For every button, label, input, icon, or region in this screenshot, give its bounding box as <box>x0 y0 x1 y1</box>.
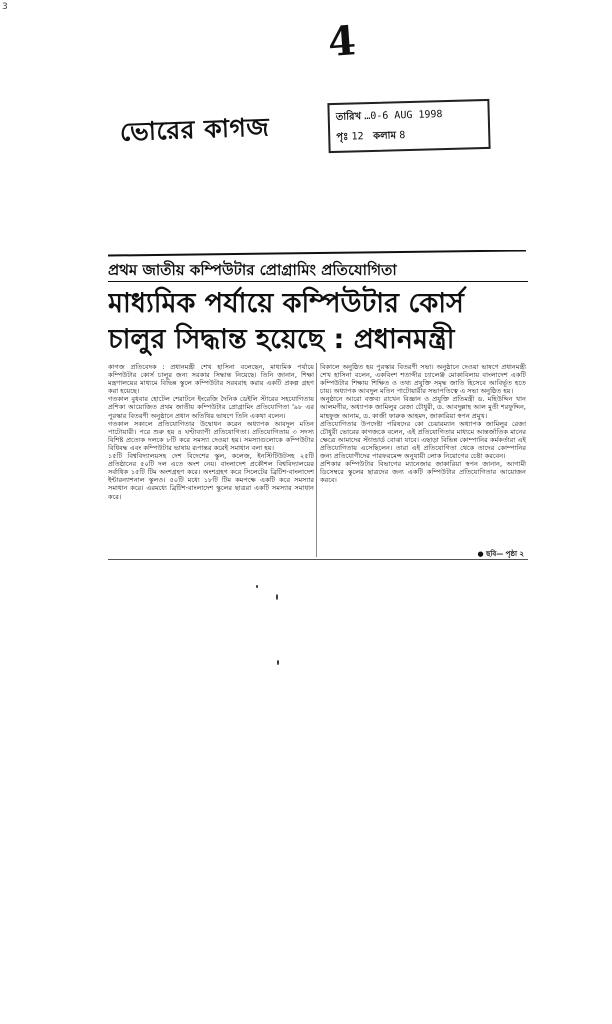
paragraph: ১৫টি বিশ্ববিদ্যালয়সহ দেশ বিদেশের স্কুল, কলেজ, ইনস্টিটিউটসহ ২৫টি প্রতিষ্ঠানের ৫০টি দল এতে অংশ নেয়। বাংলাদেশ প্রকৌশল বিশ্ববিদ্যালয়ের সর্বাধিক ১৫টি টিম অংশগ্রহণ করে। অংশগ্রহণ করে সিলেটের ব্রিটিশ-বাংলাদেশ ইন্টারন্যাশনাল স্কুলও। ৫০টি মধ্যে ১৮টি টিম কমপক্ষে একটি করে সমস্যার সমাধান করে। এরমধ্যে ব্রিটিশ-বাংলাদেশ স্কুলের ছাত্ররা একটি সমস্যার সমাধান করে। <box>108 452 314 501</box>
bottom-rule <box>108 559 528 560</box>
column-divider <box>316 363 317 557</box>
news-clipping <box>108 250 528 562</box>
stamp-date-value: …0-6 AUG 1998 <box>364 109 443 123</box>
article-column-right <box>320 363 526 557</box>
stamp-page-value: 12 <box>351 131 364 143</box>
paragraph: প্রতিযোগিতার উপদেষ্টা পরিষদের কো চেয়ারম্যান অধ্যাপক জামিলুর রেজা চৌধুরী ভোরের কাগজকে বলেন, এই প্রতিযোগিতার মাধ্যমে আন্তর্জাতিক মানের ক্ষেত্রে আমাদের স্ট্যান্ডার্ড বোঝা যাবে। এছাড়া বিভিন্ন কোম্পানির কর্মকর্তারা এই প্রতিযোগিতায় এসেছিলেন। তারা এই প্রতিযোগিতা থেকে তাদের কোম্পানির জন্য প্রতিযোগীদের পারফরমেন্স অনুযায়ী লোক নিয়োগের চেষ্টা করবেন। <box>320 419 526 461</box>
stamp-column-value: 8 <box>399 130 406 142</box>
paragraph: প্রশিকার কম্পিউটার বিভাগের ম্যানেজার জাকারিয়া স্বপন জানান, আগামী ডিসেম্বরে স্কুলের ছাত্রদের জন্য একটি কম্পিউটার প্রতিযোগিতার আয়োজন করবে। <box>320 460 526 485</box>
top-rule <box>108 250 526 257</box>
paragraph: কাগজ প্রতিবেদক : প্রধানমন্ত্রী শেখ হাসিনা বলেছেন, মাধ্যমিক পর্যায়ে কম্পিউটার কোর্স চালুর জন্য সরকার সিদ্ধান্ত নিয়েছে। তিনি জানান, শিক্ষা মন্ত্রণালয়ের মাধ্যমে বিভিন্ন স্কুলে কম্পিউটার সরবরাহ করার একটি প্রকল্প গ্রহণ করা হয়েছে। <box>108 363 314 396</box>
scan-speck <box>256 585 258 588</box>
stamp-date-label: তারিখ <box>335 111 362 123</box>
stamp-page-label: পৃঃ <box>336 131 349 143</box>
article-kicker: প্রথম জাতীয় কম্পিউটার প্রোগ্রামিং প্রতিযোগিতা <box>108 261 397 279</box>
scan-speck <box>277 660 279 665</box>
paragraph: বিকালে অনুষ্ঠিত হয় পুরস্কার বিতরণী সভা। অনুষ্ঠানে দেওয়া ভাষণে প্রধানমন্ত্রী শেখ হাসিনা বলেন, একবিংশ শতাব্দীর চ্যালেঞ্জ মোকাবিলায় বাংলাদেশ একটি কম্পিউটার শিক্ষায় শিক্ষিত ও তথ্য প্রযুক্তি সমৃদ্ধ জাতি হিসেবে আবির্ভূত হতে চায়। অধ্যাপক আবদুল মতিন পাটোয়ারীর সভাপতিত্বে এ সভা অনুষ্ঠিত হয়। <box>320 363 526 396</box>
article-headline <box>108 286 528 358</box>
paragraph: গতকাল বুধবার হোটেল শেরাটনে ইংরেজি দৈনিক ডেইলি স্টারের সহযোগিতায় প্রশিকা আয়োজিত প্রথম জাতীয় কম্পিউটার প্রোগ্রামিং প্রতিযোগিতা '৯৮ এর পুরস্কার বিতরণী অনুষ্ঠানে প্রধান অতিথির ভাষণে তিনি একথা বলেন। <box>108 395 314 420</box>
headline-line-1: মাধ্যমিক পর্যায়ে কম্পিউটার কোর্স <box>108 288 464 319</box>
corner-mark: 3 <box>2 2 8 12</box>
newspaper-masthead: ভোরের কাগজ <box>119 112 270 147</box>
kicker-rule <box>108 281 528 282</box>
stamp-page-row <box>336 124 482 148</box>
headline-line-2: চালুর সিদ্ধান্ত হয়েছে : প্রধানমন্ত্রী <box>108 324 455 355</box>
stamp-column-label: কলাম <box>373 130 397 142</box>
archive-stamp <box>327 99 490 153</box>
paragraph: গতকাল সকালে প্রতিযোগিতার উদ্বোধন করেন অধ্যাপক আবদুল মতিন পাটোয়ারী। পরে শুরু হয় ৪ ঘণ্টাব্যাপী প্রতিযোগিতা। প্রতিযোগিতায় ৩ সদস্য বিশিষ্ট প্রত্যেক দলকে ৮টি করে সমস্যা দেওয়া হয়। সমস্যাগুলোকে কম্পিউটার বিধিবদ্ধ এবং কম্পিউটার ভাষায় রূপান্তর করেই সমাধান বলা হয়। <box>108 419 314 452</box>
article-column-left <box>108 363 314 557</box>
page-number: 4 <box>326 17 358 66</box>
paragraph: অনুষ্ঠানে আরো বক্তব্য রাখেন বিজ্ঞান ও প্রযুক্তি প্রতিমন্ত্রী ড. মহিউদ্দিন খান আলমগীর, অধ্যাপক জামিলুর রেজা চৌধুরী, ড. আবদুল্লাহ আল মুতী শরফুদ্দিন, মাহফুজ আনাম, ড. কাজী ফারুক আহমদ, জাকারিয়া স্বপন প্রমুখ। <box>320 395 526 420</box>
scan-speck <box>276 594 278 600</box>
photo-reference: ● ছবি— পৃষ্ঠা ২ <box>475 548 524 560</box>
